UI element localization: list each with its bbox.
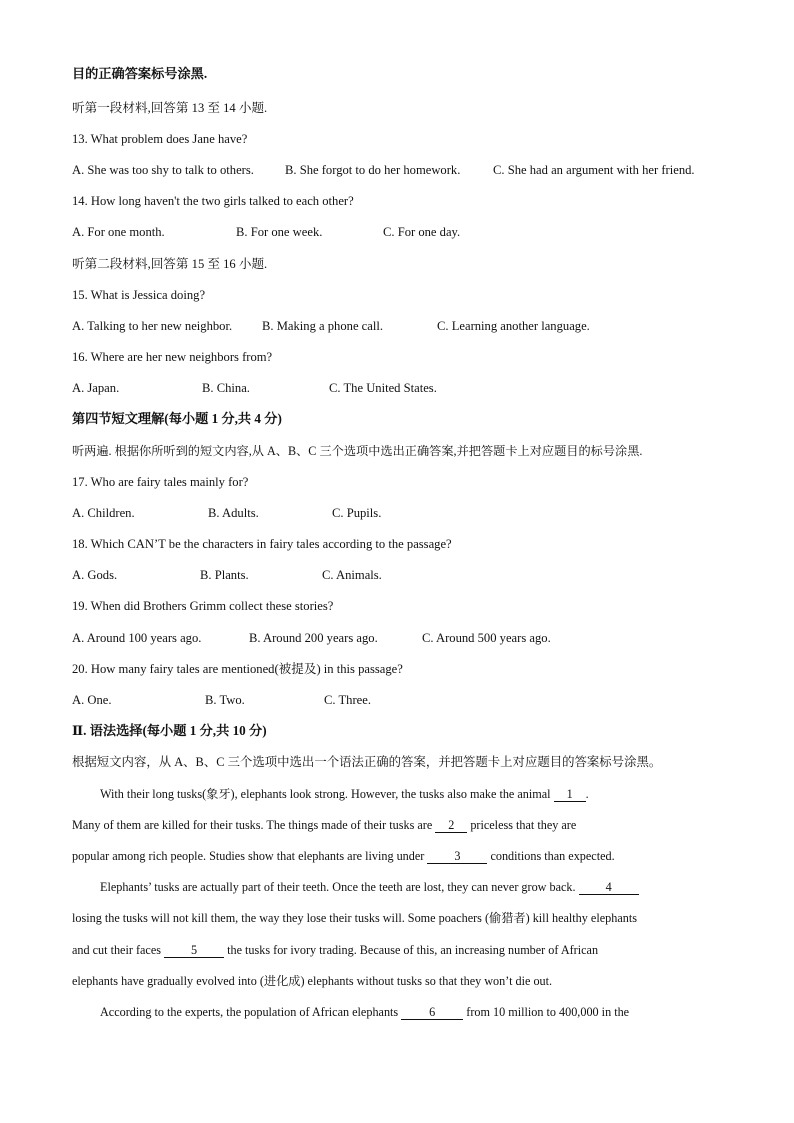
question-18: 18. Which CAN’T be the characters in fairy tales according to the passage? [72, 537, 452, 551]
grammar-heading: Ⅱ. 语法选择(每小题 1 分,共 10 分) [72, 723, 267, 738]
q16-option-c[interactable]: C. The United States. [329, 381, 437, 395]
passage-line [100, 879, 639, 895]
passage-text: Many of them are killed for their tusks. The things made of their tusks are [72, 818, 436, 832]
passage-text: . [585, 787, 589, 801]
q19-option-b[interactable]: B. Around 200 years ago. [249, 631, 378, 645]
passage-text: priceless that they are [467, 818, 577, 832]
section4-heading: 第四节短文理解(每小题 1 分,共 4 分) [72, 411, 282, 426]
q20-option-b[interactable]: B. Two. [205, 693, 245, 707]
passage-text: and cut their faces [72, 943, 165, 957]
instruction-tail: 目的正确答案标号涂黑. [72, 66, 208, 81]
q20-option-a[interactable]: A. One. [72, 693, 112, 707]
passage-line [100, 1004, 629, 1020]
question-19: 19. When did Brothers Grimm collect these stories? [72, 599, 334, 613]
q18-option-c[interactable]: C. Animals. [322, 568, 382, 582]
passage-text: According to the experts, the population of African elephants [100, 1005, 402, 1019]
q20-option-c[interactable]: C. Three. [324, 693, 371, 707]
q15-option-b[interactable]: B. Making a phone call. [262, 319, 384, 333]
passage-text: With their long tusks(象牙), elephants look strong. However, the tusks also make the animal [100, 787, 554, 801]
passage-line [72, 848, 615, 864]
blank-4[interactable]: 4 [579, 881, 639, 895]
passage-text: popular among rich people. Studies show that elephants are living under [72, 849, 428, 863]
passage-line [72, 942, 598, 958]
question-15: 15. What is Jessica doing? [72, 288, 206, 302]
q16-option-b[interactable]: B. China. [202, 381, 250, 395]
q19-option-a[interactable]: A. Around 100 years ago. [72, 631, 202, 645]
passage-text: conditions than expected. [487, 849, 615, 863]
blank-1[interactable]: 1 [554, 788, 586, 802]
q18-option-b[interactable]: B. Plants. [200, 568, 249, 582]
passage-line: elephants have gradually evolved into (进化成) elephants without tusks so that they won’t die out. [72, 974, 553, 988]
q13-option-a[interactable]: A. She was too shy to talk to others. [72, 163, 254, 177]
passage-line [100, 786, 589, 802]
q16-option-a[interactable]: A. Japan. [72, 381, 120, 395]
q13-option-c[interactable]: C. She had an argument with her friend. [493, 163, 695, 177]
question-13: 13. What problem does Jane have? [72, 132, 248, 146]
part2-intro: 听第二段材料,回答第 15 至 16 小题. [72, 257, 268, 271]
passage-text: from 10 million to 400,000 in the [463, 1005, 630, 1019]
q15-option-c[interactable]: C. Learning another language. [437, 319, 590, 333]
question-14: 14. How long haven't the two girls talked to each other? [72, 194, 354, 208]
q19-option-c[interactable]: C. Around 500 years ago. [422, 631, 551, 645]
passage-text: Elephants’ tusks are actually part of their teeth. Once the teeth are lost, they can never grow back. [100, 880, 579, 894]
passage-line: losing the tusks will not kill them, the way they lose their tusks will. Some poachers (偷猎者) kill healthy elephants [72, 911, 637, 925]
q18-option-a[interactable]: A. Gods. [72, 568, 118, 582]
q17-option-b[interactable]: B. Adults. [208, 506, 259, 520]
section4-instruction: 听两遍. 根据你所听到的短文内容,从 A、B、C 三个选项中选出正确答案,并把答题卡上对应题目的标号涂黑. [72, 444, 643, 458]
q14-option-b[interactable]: B. For one week. [236, 225, 323, 239]
grammar-instruction: 根据短文内容，从 A、B、C 三个选项中选出一个语法正确的答案，并把答题卡上对应题目的答案标号涂黑。 [72, 755, 662, 769]
blank-3[interactable]: 3 [427, 850, 487, 864]
q14-option-a[interactable]: A. For one month. [72, 225, 165, 239]
blank-5[interactable]: 5 [164, 944, 224, 958]
passage-line [72, 817, 576, 833]
q17-option-a[interactable]: A. Children. [72, 506, 135, 520]
question-17: 17. Who are fairy tales mainly for? [72, 475, 249, 489]
q13-option-b[interactable]: B. She forgot to do her homework. [285, 163, 461, 177]
q17-option-c[interactable]: C. Pupils. [332, 506, 382, 520]
blank-2[interactable]: 2 [435, 819, 467, 833]
passage-text: the tusks for ivory trading. Because of this, an increasing number of African [224, 943, 599, 957]
q14-option-c[interactable]: C. For one day. [383, 225, 461, 239]
blank-6[interactable]: 6 [401, 1006, 463, 1020]
question-20: 20. How many fairy tales are mentioned(被提及) in this passage? [72, 662, 403, 676]
part1-intro: 听第一段材料,回答第 13 至 14 小题. [72, 101, 268, 115]
q15-option-a[interactable]: A. Talking to her new neighbor. [72, 319, 233, 333]
question-16: 16. Where are her new neighbors from? [72, 350, 273, 364]
